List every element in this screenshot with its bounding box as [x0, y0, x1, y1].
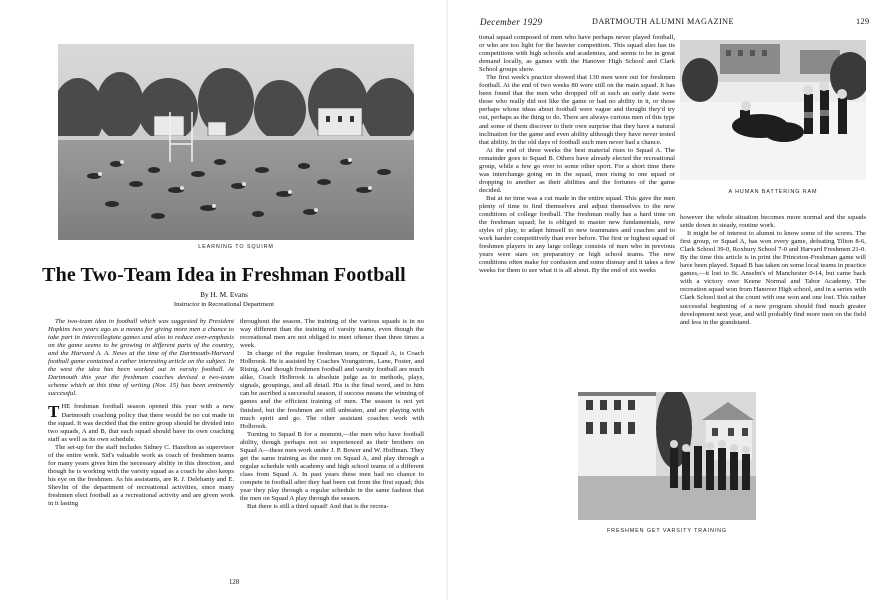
battering-ram-caption: A HUMAN BATTERING RAM: [728, 189, 818, 195]
left-column-2: [240, 318, 424, 568]
lead-paragraph: [48, 403, 234, 443]
article-intro: The two-team idea in football which was suggested by President Hopkins two years ago as a means for giving more men a chance to take part in intercollegiate games and also to reduce over-emphasis on the game seems to be growing in different parts of the country, and the Harvard A. A. News at the time of the Dartmouth-Harvard football game contained a rather interesting article on the subject. In the west the idea has been worked out in varsity football. At Dartmouth this year the freshman coaches devised a two-team scheme which at this time of writing (Nov. 15) has been eminently successful.: [48, 318, 234, 398]
right-page: [448, 0, 896, 600]
paragraph: But there is still a third squad! And that is the recrea-: [247, 503, 389, 511]
drop-cap: T: [48, 402, 60, 422]
article-title: The Two-Team Idea in Freshman Football: [42, 264, 406, 286]
left-column-1: [48, 318, 234, 568]
article-byline: By H. M. Evans: [200, 290, 248, 299]
paragraph: The first week's practice showed that 130 men were out for freshmen football. At the end of two weeks 80 were still on the main squad. It has been found that the men who dropped off at such an early date were those who really did not like the game or had no ability in it, or those perhaps whose ideas about football were vague and thought they'd try out, perhaps as the thing to do. There are always curious men of this type and some of them discover to their own surprise that they have a natural inclination for the game and even ability although they have never tested that ability. In the old days of football such men never had a chance.: [479, 74, 675, 146]
running-head-date: December 1929: [480, 17, 543, 27]
squirm-photo: [58, 44, 414, 240]
right-column-2: [680, 214, 866, 366]
paragraph: Turning to Squad B for a moment,—the men who have football ability, though perhaps not so experienced as their brothers on Squad A—these men work under J. P. Bower and W. Hoffman. They get the same training as the men on Squad A, and play through a regular schedule with academy and high school teams of a different class from Squad A. In past years these men had no chance to compete in football after they had been cut from the first squad; this year they play through a regular schedule in the same fashion that the men on Squad A play through the season.: [240, 430, 424, 503]
paragraph: But at no time was a cut made in the entire squad. This gave the men plenty of time to find themselves and adjust themselves to the new conditions of college football. The freshman really has a hard time on the freshman squad; he is obliged to master new fundamentals, new styles of play, to adapt himself to new teammates and coaches and to work harder competitively than ever before. The first or highest squad of freshmen players in any large college consists of men who in previous years were stars on preparatory or high school teams. The new conditions often make for confusion and some dismay and it takes a few weeks for them to see what it is all about. By the end of six weeks: [479, 194, 675, 275]
paragraph: It might be of interest to alumni to know some of the scores. The first group, or Squad A, has won every game, defeating Tilton 8-6, Clark School 39-0, Roxbury School 7-0 and Harvard Freshmen 21-0. By the time this article is in print the Princeton-Freshman game will have been played. Squad B has taken on some local teams in practice games,—it lost to St. Anselm's of Manchester 0-14, but came back with a victory over Keene Normal and Tabor Academy. The recreation squad won from Hanover High school, and in a series with Clark School tied at the count with one won and one lost. This rather successful beginning of a new program should find much greater development next year, and will probably find more men on the field and less in the grandstand.: [680, 230, 866, 326]
lead-paragraph-text: HE freshman football season opened this year with a new Dartmouth coaching policy that there would be no cut made in the squad. It was decided that the entire group should be divided into two squads, A and B, that each squad should have its own coaching staff as well as its own schedule.: [48, 403, 234, 443]
paragraph: however the whole situation becomes more normal and the squads settle down to steady, routine work.: [680, 214, 866, 230]
right-column-1: [479, 34, 675, 364]
running-head-page-number: 129: [856, 17, 870, 26]
battering-ram-photo: [680, 40, 866, 180]
paragraph: At the end of three weeks the best material rises to Squad A. The remainder goes to Squad B. Others have already elected the recreational group, while a few go over to some other sport. For a short time there was interchange going on in the squad, men rising to one squad or dropping to another as their abilities and the fortunes of the game decided.: [479, 146, 675, 194]
paragraph: tional squad composed of men who have perhaps never played football, or who are too light for the heavier competition. This squad also has its competitions with high schools and academies, and seems to be in great demand locally, as games with the Hanover High School and Clark School groups show.: [479, 34, 675, 74]
paragraph: The set-up for the staff includes Sidney C. Hazelton as supervisor of the entire work. Sid's valuable work as coach of freshmen teams for many years gives him the necessary ability in this direction, and though he is working with the varsity squad as a coach he also keeps his eye on the freshmen. As his assistants, are R. J. Delehanty and E. Shevlin of the department of recreational activities, since many freshmen elect football as a recreational activity and are given work in it lasting: [48, 443, 234, 508]
paragraph: In charge of the regular freshman team, or Squad A, is Coach Holbrook. He is assisted by Coaches Youngstrom, Lane, Foster, and Rising. And though freshmen football and varsity football are much alike, Coach Holbrook is absolute judge as to methods, plays, signals, groupings, and all detail. His is the final word, and to him can be ascribed a successful season, if success means the winning of games and the efficient training of men. The season is not yet finished, but the freshmen are still unbeaten, and are playing with much spirit and go. The other assistant coaches work with Holbrook.: [240, 350, 424, 430]
page-number-left: 128: [229, 579, 240, 586]
varsity-training-photo: [578, 392, 756, 520]
varsity-training-caption: FRESHMEN GET VARSITY TRAINING: [606, 528, 728, 534]
author-position: Instructor in Recreational Department: [173, 301, 275, 308]
running-head-magazine: DARTMOUTH ALUMNI MAGAZINE: [592, 17, 734, 26]
paragraph: throughout the season. The training of the various squads is in no way different than the training of varsity teams, even though the recreational men are not obliged to meet oftener than three times a week.: [240, 318, 424, 350]
squirm-caption: LEARNING TO SQUIRM: [198, 244, 274, 250]
